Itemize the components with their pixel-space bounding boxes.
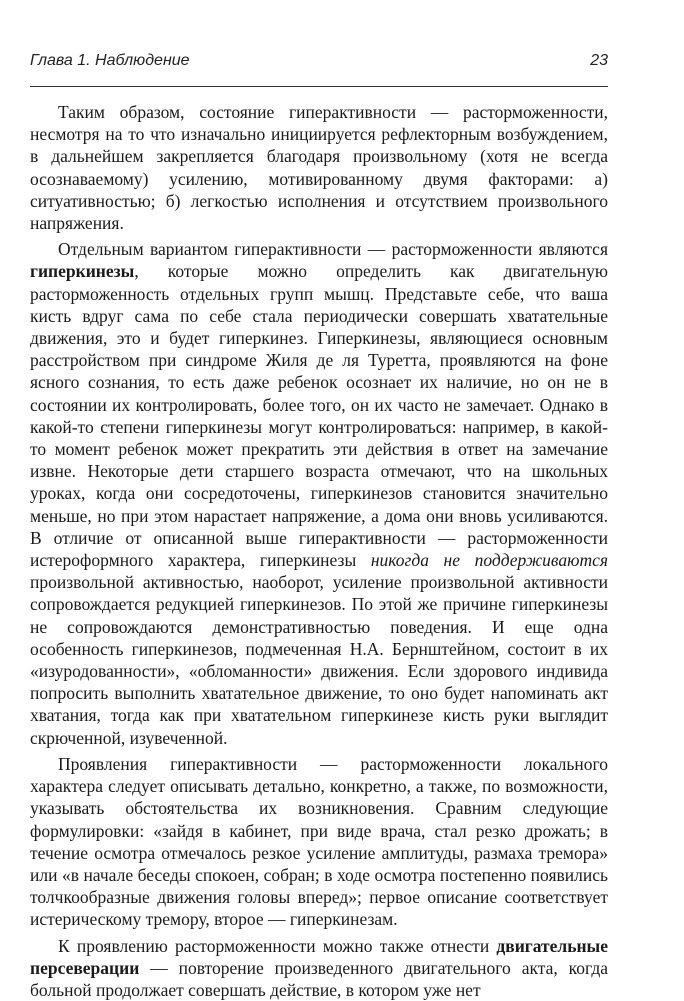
page-number: 23 xyxy=(590,52,608,69)
paragraph-2-text-c: произвольной активностью, наоборот, усиление произвольной активности сопровождается редукцией гиперкинезов. По этой же причине гиперкинезы не сопровождаются демонстративностью поведения. И еще одна особенность гиперкинезов, подмеченная Н.А. Бернштейном, состоит в их «изуродованности», «обломанности» движения. Если здорового индивида попросить выполнить хватательное движение, то оно будет напоминать акт хватания, тогда как при хватательном гиперкинезе кисть руки выглядит скрюченной, изувеченной. xyxy=(30,572,608,748)
emphasis-never-supported: никогда не поддерживаются xyxy=(370,550,609,571)
paragraph-4 xyxy=(30,935,608,1001)
paragraph-4-text-a: К проявлению расторможенности можно также отнести xyxy=(58,935,497,956)
paragraph-4-text-b: — повторение произведенного двигательного акта, когда больной продолжает совершать действие, в котором уже нет xyxy=(30,957,608,1000)
header-rule xyxy=(30,86,608,87)
paragraph-2-text-a: Отдельным вариантом гиперактивности — расторможенности являются xyxy=(58,239,608,260)
paragraph-2 xyxy=(30,238,608,749)
term-hyperkinesis: гиперкинезы xyxy=(30,261,135,282)
body-text xyxy=(30,101,608,1001)
paragraph-3: Проявления гиперактивности — расторможенности локального характера следует описывать детально, конкретно, а также, по возможности, указывать обстоятельства их возникновения. Сравним следующие формулировки: «зайдя в кабинет, при виде врача, стал резко дрожать; в течение осмотра отмечалось резкое усиление амплитуды, размаха тремора» или «в начале беседы спокоен, собран; в ходе осмотра постепенно появились толчкообразные движения головы вперед»; первое описание соответствует истерическому тремору, второе — гиперкинезам. xyxy=(30,753,608,930)
paragraph-1: Таким образом, состояние гиперактивности — расторможенности, несмотря на то что изначально инициируется рефлекторным возбуждением, в дальнейшем закрепляется благодаря произвольному (хотя не всегда осознаваемому) усилению, мотивированному двумя факторами: а) ситуативностью; б) легкостью исполнения и отсутствием произвольного напряжения. xyxy=(30,102,608,234)
running-header xyxy=(30,52,608,70)
chapter-title: Глава 1. Наблюдение xyxy=(30,52,190,69)
term-motor-perseverations: двигательные персеверации xyxy=(30,935,608,978)
paragraph-2-text-b: , которые можно определить как двигательную расторможенность отдельных групп мышц. Представьте себе, что ваша кисть вдруг сама по себе стала периодически совершать хватательные движения, это и будет гиперкинез. Гиперкинезы, являющиеся основным расстройством при синдроме Жиля де ля Туретта, проявляются на фоне ясного сознания, то есть даже ребенок осознает их наличие, но он не в состоянии их контролировать, более того, он их часто не замечает. Однако в какой-то степени гиперкинезы могут контролироваться: например, в какой-то момент ребенок может прекратить эти действия в ответ на замечание извне. Некоторые дети старшего возраста отмечают, что на школьных уроках, когда они сосредоточены, гиперкинезов становится значительно меньше, но при этом нарастает напряжение, а дома они вновь усиливаются. В отличие от описанной выше гиперактивности — расторможенности истероформного характера, гиперкинезы xyxy=(30,261,608,571)
